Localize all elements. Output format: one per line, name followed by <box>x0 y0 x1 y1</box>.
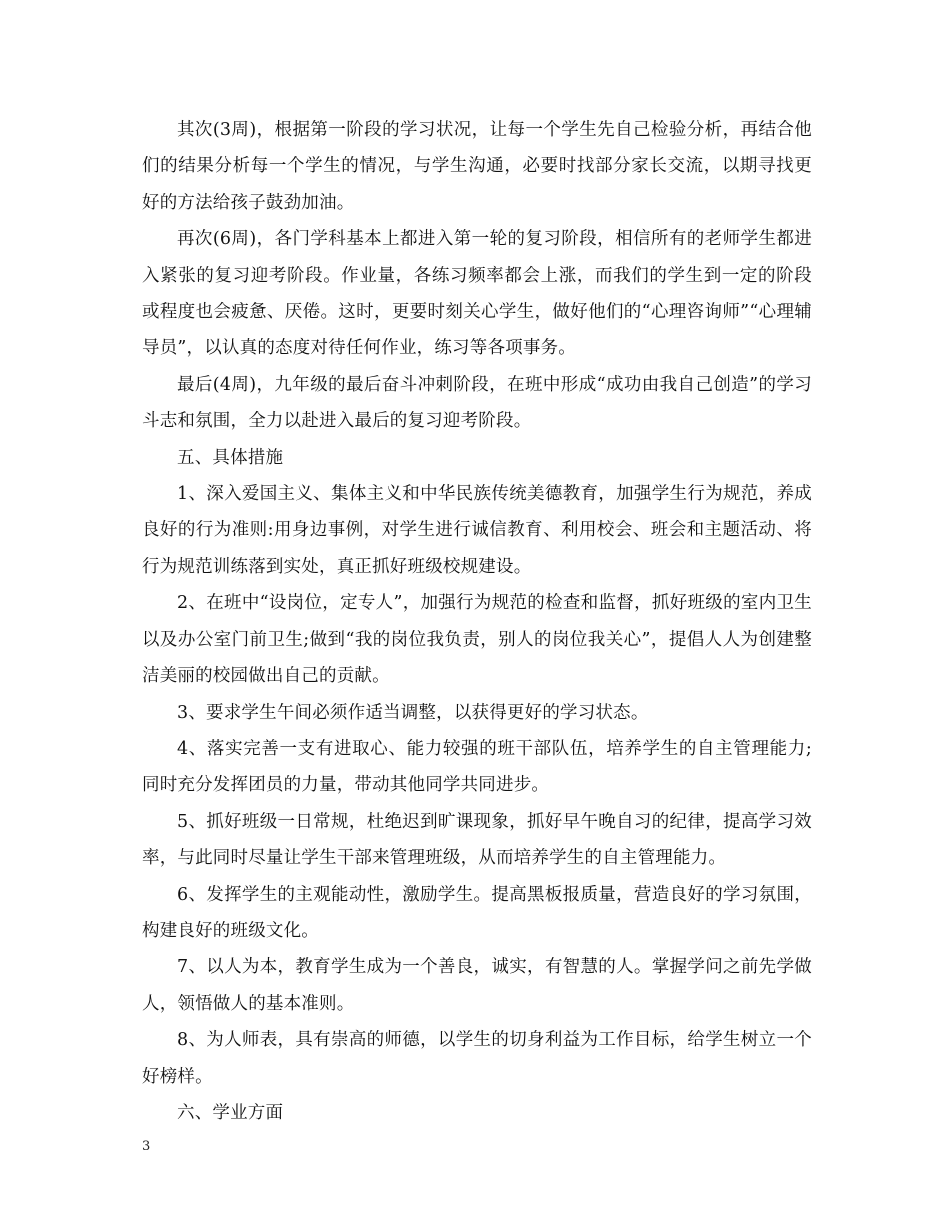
measure-item-2: 2、在班中“设岗位，定专人”，加强行为规范的检查和监督，抓好班级的室内卫生以及办公室门前卫生;做到“我的岗位我负责，别人的岗位我关心”，提倡人人为创建整洁美丽的校园做出自己的贡献。 <box>142 593 812 687</box>
page-number: 3 <box>142 1139 151 1154</box>
measure-item-1: 1、深入爱国主义、集体主义和中华民族传统美德教育，加强学生行为规范，养成良好的行为准则:用身边事例，对学生进行诚信教育、利用校会、班会和主题活动、将行为规范训练落到实处，真正抓好班级校规建设。 <box>142 484 812 577</box>
measure-item-7: 7、以人为本，教育学生成为一个善良，诚实，有智慧的人。掌握学问之前先学做人，领悟做人的基本准则。 <box>142 957 812 1014</box>
section-heading-academics: 六、学业方面 <box>177 1102 284 1123</box>
paragraph-stage-3: 再次(6周)，各门学科基本上都进入第一轮的复习阶段，相信所有的老师学生都进入紧张的复习迎考阶段。作业量，各练习频率都会上涨，而我们的学生到一定的阶段或程度也会疲惫、厌倦。这时，更要时刻关心学生，做好他们的“心理咨询师”“心理辅导员”，以认真的态度对待任何作业，练习等各项事务。 <box>142 229 812 359</box>
document-body <box>142 112 812 1131</box>
measure-item-3: 3、要求学生午间必须作适当调整，以获得更好的学习状态。 <box>177 702 649 723</box>
paragraph-stage-4: 最后(4周)，九年级的最后奋斗冲刺阶段，在班中形成“成功由我自己创造”的学习斗志和氛围，全力以赴进入最后的复习迎考阶段。 <box>142 374 812 432</box>
measure-item-4: 4、落实完善一支有进取心、能力较强的班干部队伍，培养学生的自主管理能力;同时充分发挥团员的力量，带动其他同学共同进步。 <box>142 738 812 796</box>
measure-item-6: 6、发挥学生的主观能动性，激励学生。提高黑板报质量，营造良好的学习氛围，构建良好的班级文化。 <box>142 884 812 941</box>
measure-item-8: 8、为人师表，具有崇高的师德，以学生的切身利益为工作目标，给学生树立一个好榜样。 <box>142 1030 812 1087</box>
measure-item-5: 5、抓好班级一日常规，杜绝迟到旷课现象，抓好早午晚自习的纪律，提高学习效率，与此同时尽量让学生干部来管理班级，从而培养学生的自主管理能力。 <box>142 811 812 869</box>
paragraph-stage-2: 其次(3周)，根据第一阶段的学习状况，让每一个学生先自己检验分析，再结合他们的结果分析每一个学生的情况，与学生沟通，必要时找部分家长交流，以期寻找更好的方法给孩子鼓劲加油。 <box>142 120 812 213</box>
section-heading-measures: 五、具体措施 <box>177 447 284 468</box>
